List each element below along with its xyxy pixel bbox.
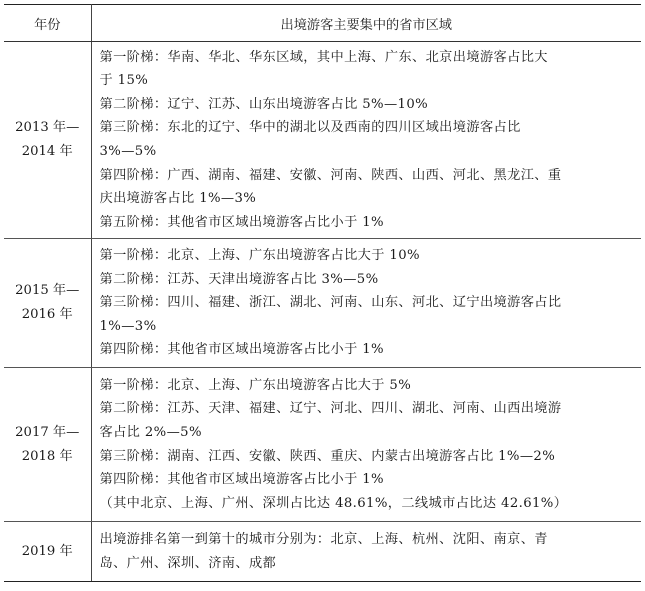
header-year: 年份: [4, 5, 91, 42]
year-cell: [4, 42, 91, 239]
text-line: 第四阶梯：其他省市区域出境游客占比小于 1%: [99, 342, 384, 358]
regions-cell: [91, 368, 641, 522]
regions-cell: [91, 42, 641, 239]
text-line: 第三阶梯：湖南、江西、安徽、陕西、重庆、内蒙古出境游客占比 1%—2%: [99, 448, 556, 464]
text-line: 客占比 2%—5%: [99, 424, 202, 440]
regions-cell: [91, 239, 641, 368]
text-line: 第三阶梯：东北的辽宁、华中的湖北以及西南的四川区域出境游客占比: [99, 120, 521, 136]
year-line: 2015 年—: [15, 283, 80, 298]
text-line: （其中北京、上海、广州、深圳占比达 48.61%，二线城市占比达 42.61%）: [99, 495, 568, 511]
table-row: [4, 239, 641, 368]
text-line: 第一阶梯：北京、上海、广东出境游客占比大于 10%: [99, 248, 420, 264]
year-cell: [4, 368, 91, 522]
table-row: [4, 522, 641, 582]
table-row: [4, 42, 641, 239]
table-header-row: [4, 5, 641, 42]
text-line: 于 15%: [99, 73, 149, 89]
text-line: 岛、广州、深圳、济南、成都: [99, 555, 277, 571]
text-line: 3%—5%: [99, 144, 157, 159]
year-line: 2013 年—: [15, 120, 80, 135]
text-line: 第五阶梯：其他省市区域出境游客占比小于 1%: [99, 214, 384, 230]
text-line: 第一阶梯：北京、上海、广东出境游客占比大于 5%: [99, 377, 412, 393]
text-line: 第四阶梯：广西、湖南、福建、安徽、河南、陕西、山西、河北、黑龙江、重: [99, 167, 562, 183]
text-line: 庆出境游客占比 1%—3%: [99, 191, 257, 207]
text-line: 第一阶梯：华南、华北、华东区域，其中上海、广东、北京出境游客占比大: [99, 49, 548, 65]
year-line: 2017 年—: [15, 424, 80, 440]
outbound-tourist-region-table: [4, 4, 641, 582]
table-row: [4, 368, 641, 522]
text-line: 出境游排名第一到第十的城市分别为：北京、上海、杭州、沈阳、南京、青: [99, 531, 548, 547]
text-line: 第二阶梯：江苏、天津、福建、辽宁、河北、四川、湖北、河南、山西出境游: [99, 401, 562, 417]
year-cell: [4, 522, 91, 582]
year-line: 2019 年: [21, 543, 73, 559]
header-regions: 出境游客主要集中的省市区域: [91, 5, 641, 42]
text-line: 1%—3%: [99, 318, 157, 334]
year-line: 2014 年: [21, 144, 73, 159]
year-line: 2016 年: [21, 307, 73, 322]
text-line: 第二阶梯：辽宁、江苏、山东出境游客占比 5%—10%: [99, 96, 429, 112]
year-line: 2018 年: [21, 448, 73, 464]
text-line: 第四阶梯：其他省市区域出境游客占比小于 1%: [99, 472, 384, 488]
text-line: 第三阶梯：四川、福建、浙江、湖北、河南、山东、河北、辽宁出境游客占比: [99, 295, 562, 311]
year-cell: [4, 239, 91, 368]
regions-cell: [91, 522, 641, 582]
text-line: 第二阶梯：江苏、天津出境游客占比 3%—5%: [99, 271, 379, 287]
